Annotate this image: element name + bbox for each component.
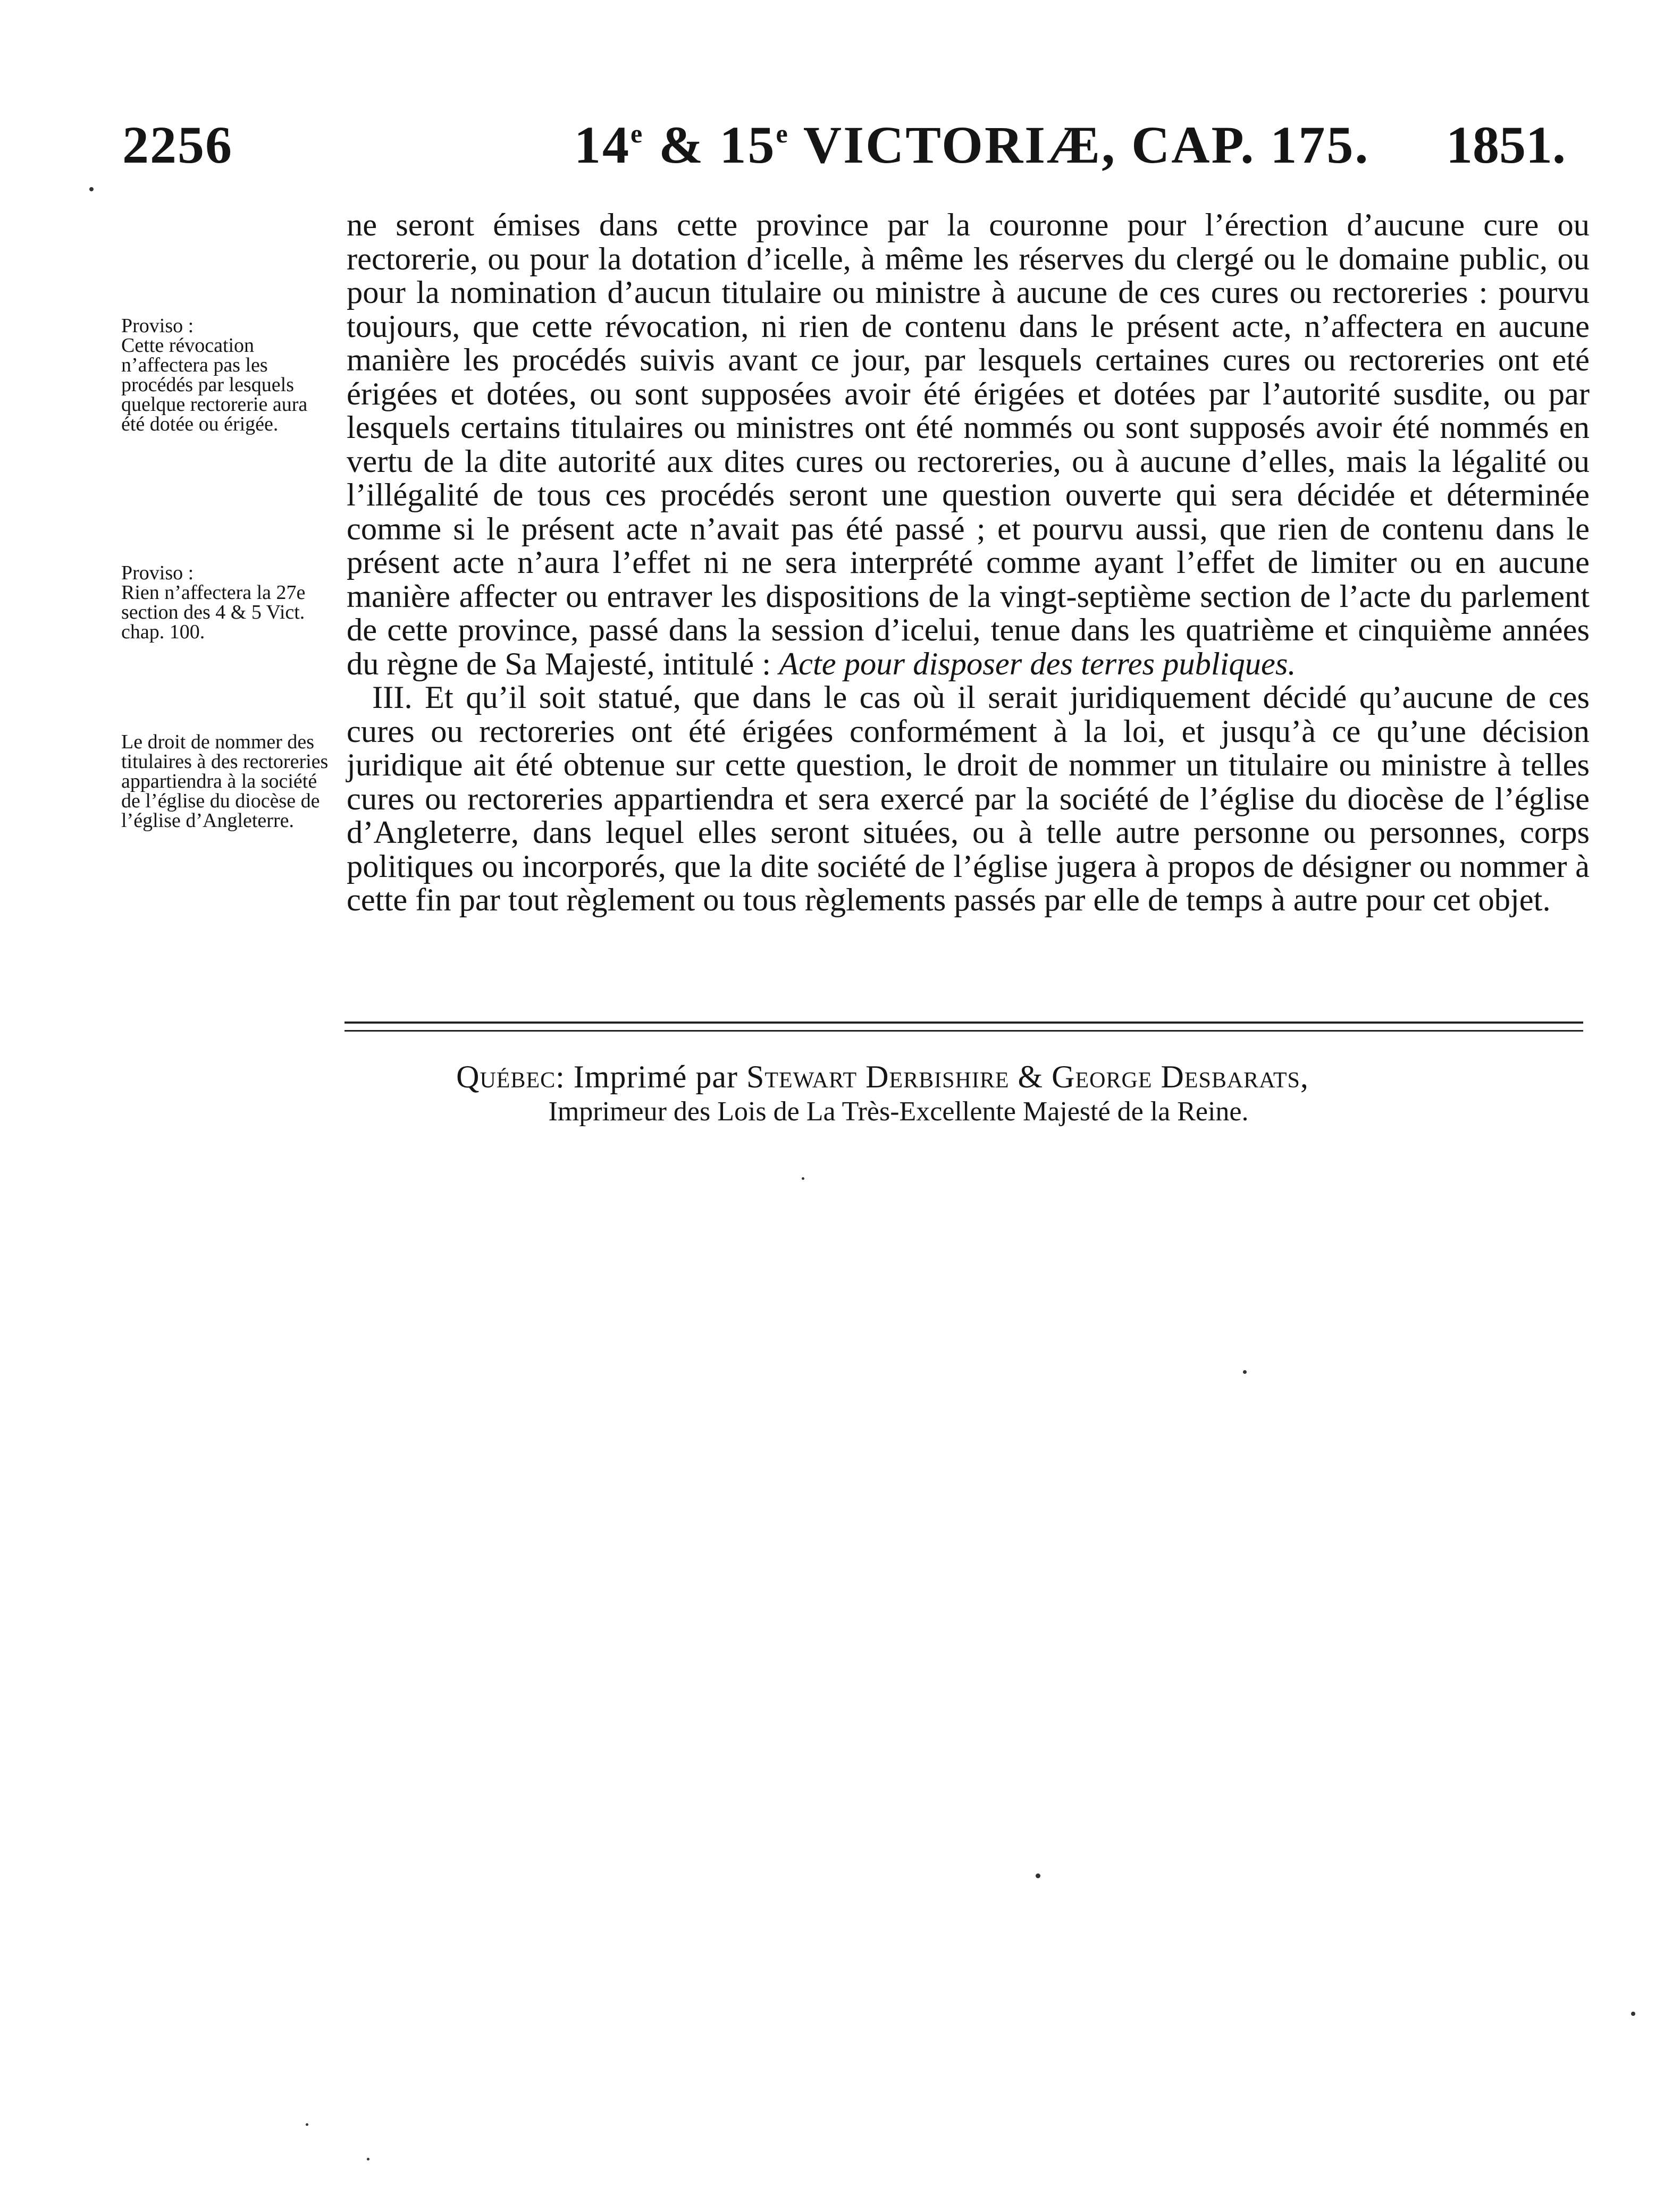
double-rule-top [344, 1021, 1583, 1024]
margin-note-text: Le droit de nommer des titulaires à des rectoreries appartiendra à la société de l’église du diocèse de l’église d’Angleterre. [121, 731, 329, 832]
imprint-ampersand: & [1018, 1059, 1044, 1094]
reign-title: VICTORIÆ, CAP. 175. [803, 115, 1370, 174]
imprint-printer-2: George Desbarats, [1052, 1059, 1309, 1094]
imprint-place: Québec [456, 1059, 556, 1094]
header-year: 1851. [1446, 115, 1566, 174]
margin-note-heading: Proviso : [121, 562, 194, 584]
scan-speck [367, 2158, 369, 2160]
margin-note-heading: Proviso : [121, 315, 194, 337]
reign-year-1: 14 [574, 115, 631, 174]
section-iii-text: Et qu’il soit statué, que dans le cas où il serait juridiquement décidé qu’aucune de ces cures ou rectoreries ont été érigées conformément à la loi, et jusqu’à ce qu’une décision juridique ait été obtenue sur cette question, le droit de nommer un titulaire ou ministre à telles cures ou rectoreries appartiendra et sera exercé par la société de l’église du diocèse de l’église d’Angleterre, dans lequel elles seront situées, ou à telle autre personne ou personnes, corps politiques ou incorporés, que la dite société de l’église jugera à propos de désigner ou nommer à cette fin par tout règlement ou tous règlements passés par elle de temps à autre pour cet objet. [347, 680, 1590, 918]
ordinal-suffix-1: e [631, 119, 644, 148]
scan-speck [306, 2123, 308, 2126]
imprint-printed-by: Imprimé par [573, 1059, 738, 1094]
ordinal-suffix-2: e [776, 119, 789, 148]
margin-note-proviso-27e-section [121, 563, 331, 642]
running-title [574, 114, 1369, 175]
imprint-title: Imprimeur des Lois de La Très-Excellente Majesté de la Reine. [548, 1096, 1249, 1127]
imprint-line-2 [0, 1096, 1664, 1127]
page-number: 2256 [122, 115, 233, 174]
margin-note-droit-de-nommer [121, 732, 331, 831]
title-ampersand: & [659, 115, 705, 174]
section-iii [347, 681, 1590, 917]
section-number: III. [372, 680, 413, 715]
act-title: Acte pour disposer des terres publiques. [779, 646, 1296, 682]
imprint-printer-1: Stewart Derbishire [746, 1059, 1010, 1094]
scan-speck [802, 1177, 804, 1180]
page-header [0, 114, 1664, 183]
scan-speck [1036, 1873, 1040, 1878]
scan-speck [89, 187, 94, 191]
margin-note-text: Rien n’affectera la 27e section des 4 & 5 Vict. chap. 100. [121, 581, 306, 643]
scan-speck [1243, 1370, 1247, 1374]
imprint-line-1 [0, 1059, 1664, 1095]
margin-note-text: Cette révocation n’affectera pas les procédés par lesquels quelque rectorerie aura été dotée ou érigée. [121, 334, 308, 435]
scan-speck [1631, 2012, 1635, 2016]
imprint-colon: : [556, 1059, 565, 1094]
reign-year-2: 15 [719, 115, 776, 174]
double-rule-bottom [344, 1030, 1583, 1032]
statute-body [347, 208, 1590, 917]
paragraph-1-text: ne seront émises dans cette province par la couronne pour l’érection d’aucune cure ou rectorerie, ou pour la dotation d’icelle, à même les réserves du clergé ou le domaine public, ou pour la nomination d’aucun titulaire ou ministre à aucune de ces cures ou rectoreries : pourvu toujours, que cette révocation, ni rien de contenu dans le présent acte, n’affectera en aucune manière les procédés suivis avant ce jour, par lesquels certaines cures ou rectoreries ont eté érigées et dotées, ou sont supposées avoir été érigées et dotées par l’autorité susdite, ou par lesquels certains titulaires ou ministres ont été nommés ou sont supposés avoir été nommés en vertu de la dite autorité aux dites cures ou rectoreries, ou à aucune d’elles, mais la légalité ou l’illégalité de tous ces procédés seront une question ouverte qui sera décidée et déterminée comme si le présent acte n’avait pas été passé ; et pourvu aussi, que rien de contenu dans le présent acte n’aura l’effet ni ne sera interprété comme ayant l’effet de limiter ou en aucune manière affecter ou entraver les dispositions de la vingt-septième section de l’acte du parlement de cette province, passé dans la session d’icelui, tenue dans les quatrième et cinquième années du règne de Sa Majesté, intitulé : [347, 207, 1590, 682]
paragraph-continuation [347, 208, 1590, 681]
margin-note-proviso-revocation [121, 316, 331, 434]
